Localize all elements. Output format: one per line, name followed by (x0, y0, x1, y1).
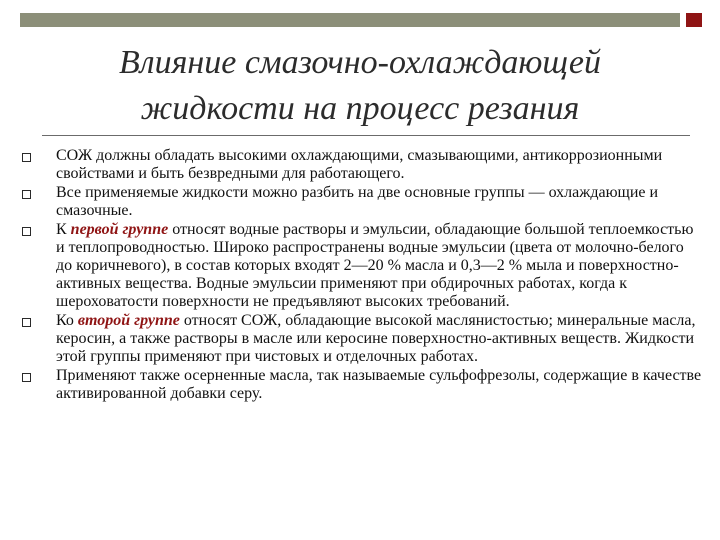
slide-title (40, 40, 680, 132)
bullet-text: Все применяемые жидкости можно разбить на две основные группы — охлаждающие и смазочные. (56, 184, 659, 219)
title-line-2: жидкости на процесс резания (140, 90, 580, 127)
top-accent-square (686, 13, 702, 27)
top-decorative-bar (20, 13, 680, 27)
bullet-item (22, 221, 702, 311)
bullet-list (22, 147, 702, 404)
title-line-1: Влияние смазочно-охлаждающей (118, 44, 602, 81)
title-divider (42, 135, 690, 136)
bullet-item (22, 312, 702, 366)
square-bullet-icon (22, 318, 31, 327)
bullet-item (22, 147, 702, 183)
bullet-text: Применяют также осерненные масла, так называемые сульфофрезолы, содержащие в качестве активированной добавки серу. (56, 367, 702, 402)
square-bullet-icon (22, 190, 31, 199)
bullet-text-lead: Ко (56, 312, 78, 329)
bullet-item (22, 367, 702, 403)
bullet-text-rest: относят СОЖ, обладающие высокой маслянистостью; минеральные масла, керосин, а также растворы в масле или керосине поверхностно-активных веществ. Жидкости этой группы применяют при чистовых и отделочных работах. (56, 312, 696, 365)
square-bullet-icon (22, 227, 31, 236)
square-bullet-icon (22, 373, 31, 382)
bullet-text: СОЖ должны обладать высокими охлаждающими, смазывающими, антикоррозионными свойствами и быть безвредными для работающего. (56, 147, 663, 182)
bullet-item (22, 184, 702, 220)
bullet-text-lead: К (56, 221, 71, 238)
emphasis-second-group: второй группе (77, 312, 180, 329)
square-bullet-icon (22, 153, 31, 162)
emphasis-first-group: первой группе (70, 221, 169, 238)
bullet-text-rest: относят водные растворы и эмульсии, обладающие большой теплоемкостью и теплопроводностью. Широко распространены водные эмульсии (цвета от молочно-белого до коричневого), в состав которых входят 2—20 % масла и 0,3—2 % мыла и поверхностно-активных вещества. Водные эмульсии применяют при обдирочных работах, когда к шероховатости поверхности не предъявляют высоких требований. (56, 221, 694, 310)
